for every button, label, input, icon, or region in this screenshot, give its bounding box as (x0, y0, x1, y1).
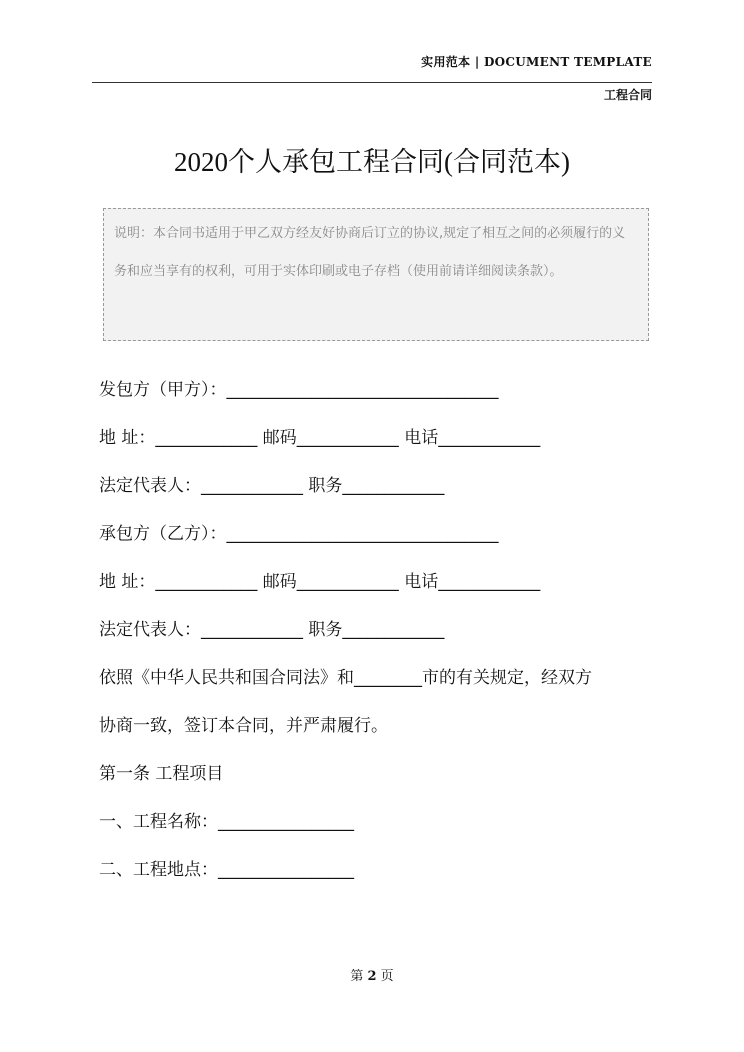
header-brand: 实用范本 | DOCUMENT TEMPLATE (421, 55, 652, 69)
page-value: 2 (367, 969, 377, 984)
basis-line-1: 依照《中华人民共和国合同法》和________市的有关规定，经双方 (99, 668, 592, 688)
description-box: 说明：本合同书适用于甲乙双方经友好协商后订立的协议,规定了相互之间的必须履行的义务和应当享有的权利，可用于实体印刷或电子存档（使用前请详细阅读条款）。 (103, 208, 649, 341)
party-a-line: 发包方（甲方）：________________________________ (99, 380, 499, 400)
basis-line-2: 协商一致，签订本合同，并严肃履行。 (99, 716, 388, 736)
party-b-line: 承包方（乙方）：________________________________ (99, 524, 499, 544)
page-number (0, 965, 744, 984)
page-suffix: 页 (380, 969, 394, 984)
party-b-address-line: 地 址：____________ 邮码____________ 电话____________ (99, 572, 541, 592)
party-b-representative-line: 法定代表人：____________ 职务____________ (99, 620, 445, 640)
project-name-line: 一、工程名称：________________ (99, 812, 354, 832)
article-1-heading: 第一条 工程项目 (99, 764, 224, 784)
header-divider (92, 82, 652, 83)
party-a-representative-line: 法定代表人：____________ 职务____________ (99, 476, 445, 496)
document-title: 2020个人承包工程合同(合同范本) (174, 147, 570, 177)
page-prefix: 第 (350, 969, 364, 984)
header-category: 工程合同 (603, 88, 652, 102)
project-location-line: 二、工程地点：________________ (99, 860, 354, 880)
party-a-address-line: 地 址：____________ 邮码____________ 电话____________ (99, 428, 541, 448)
